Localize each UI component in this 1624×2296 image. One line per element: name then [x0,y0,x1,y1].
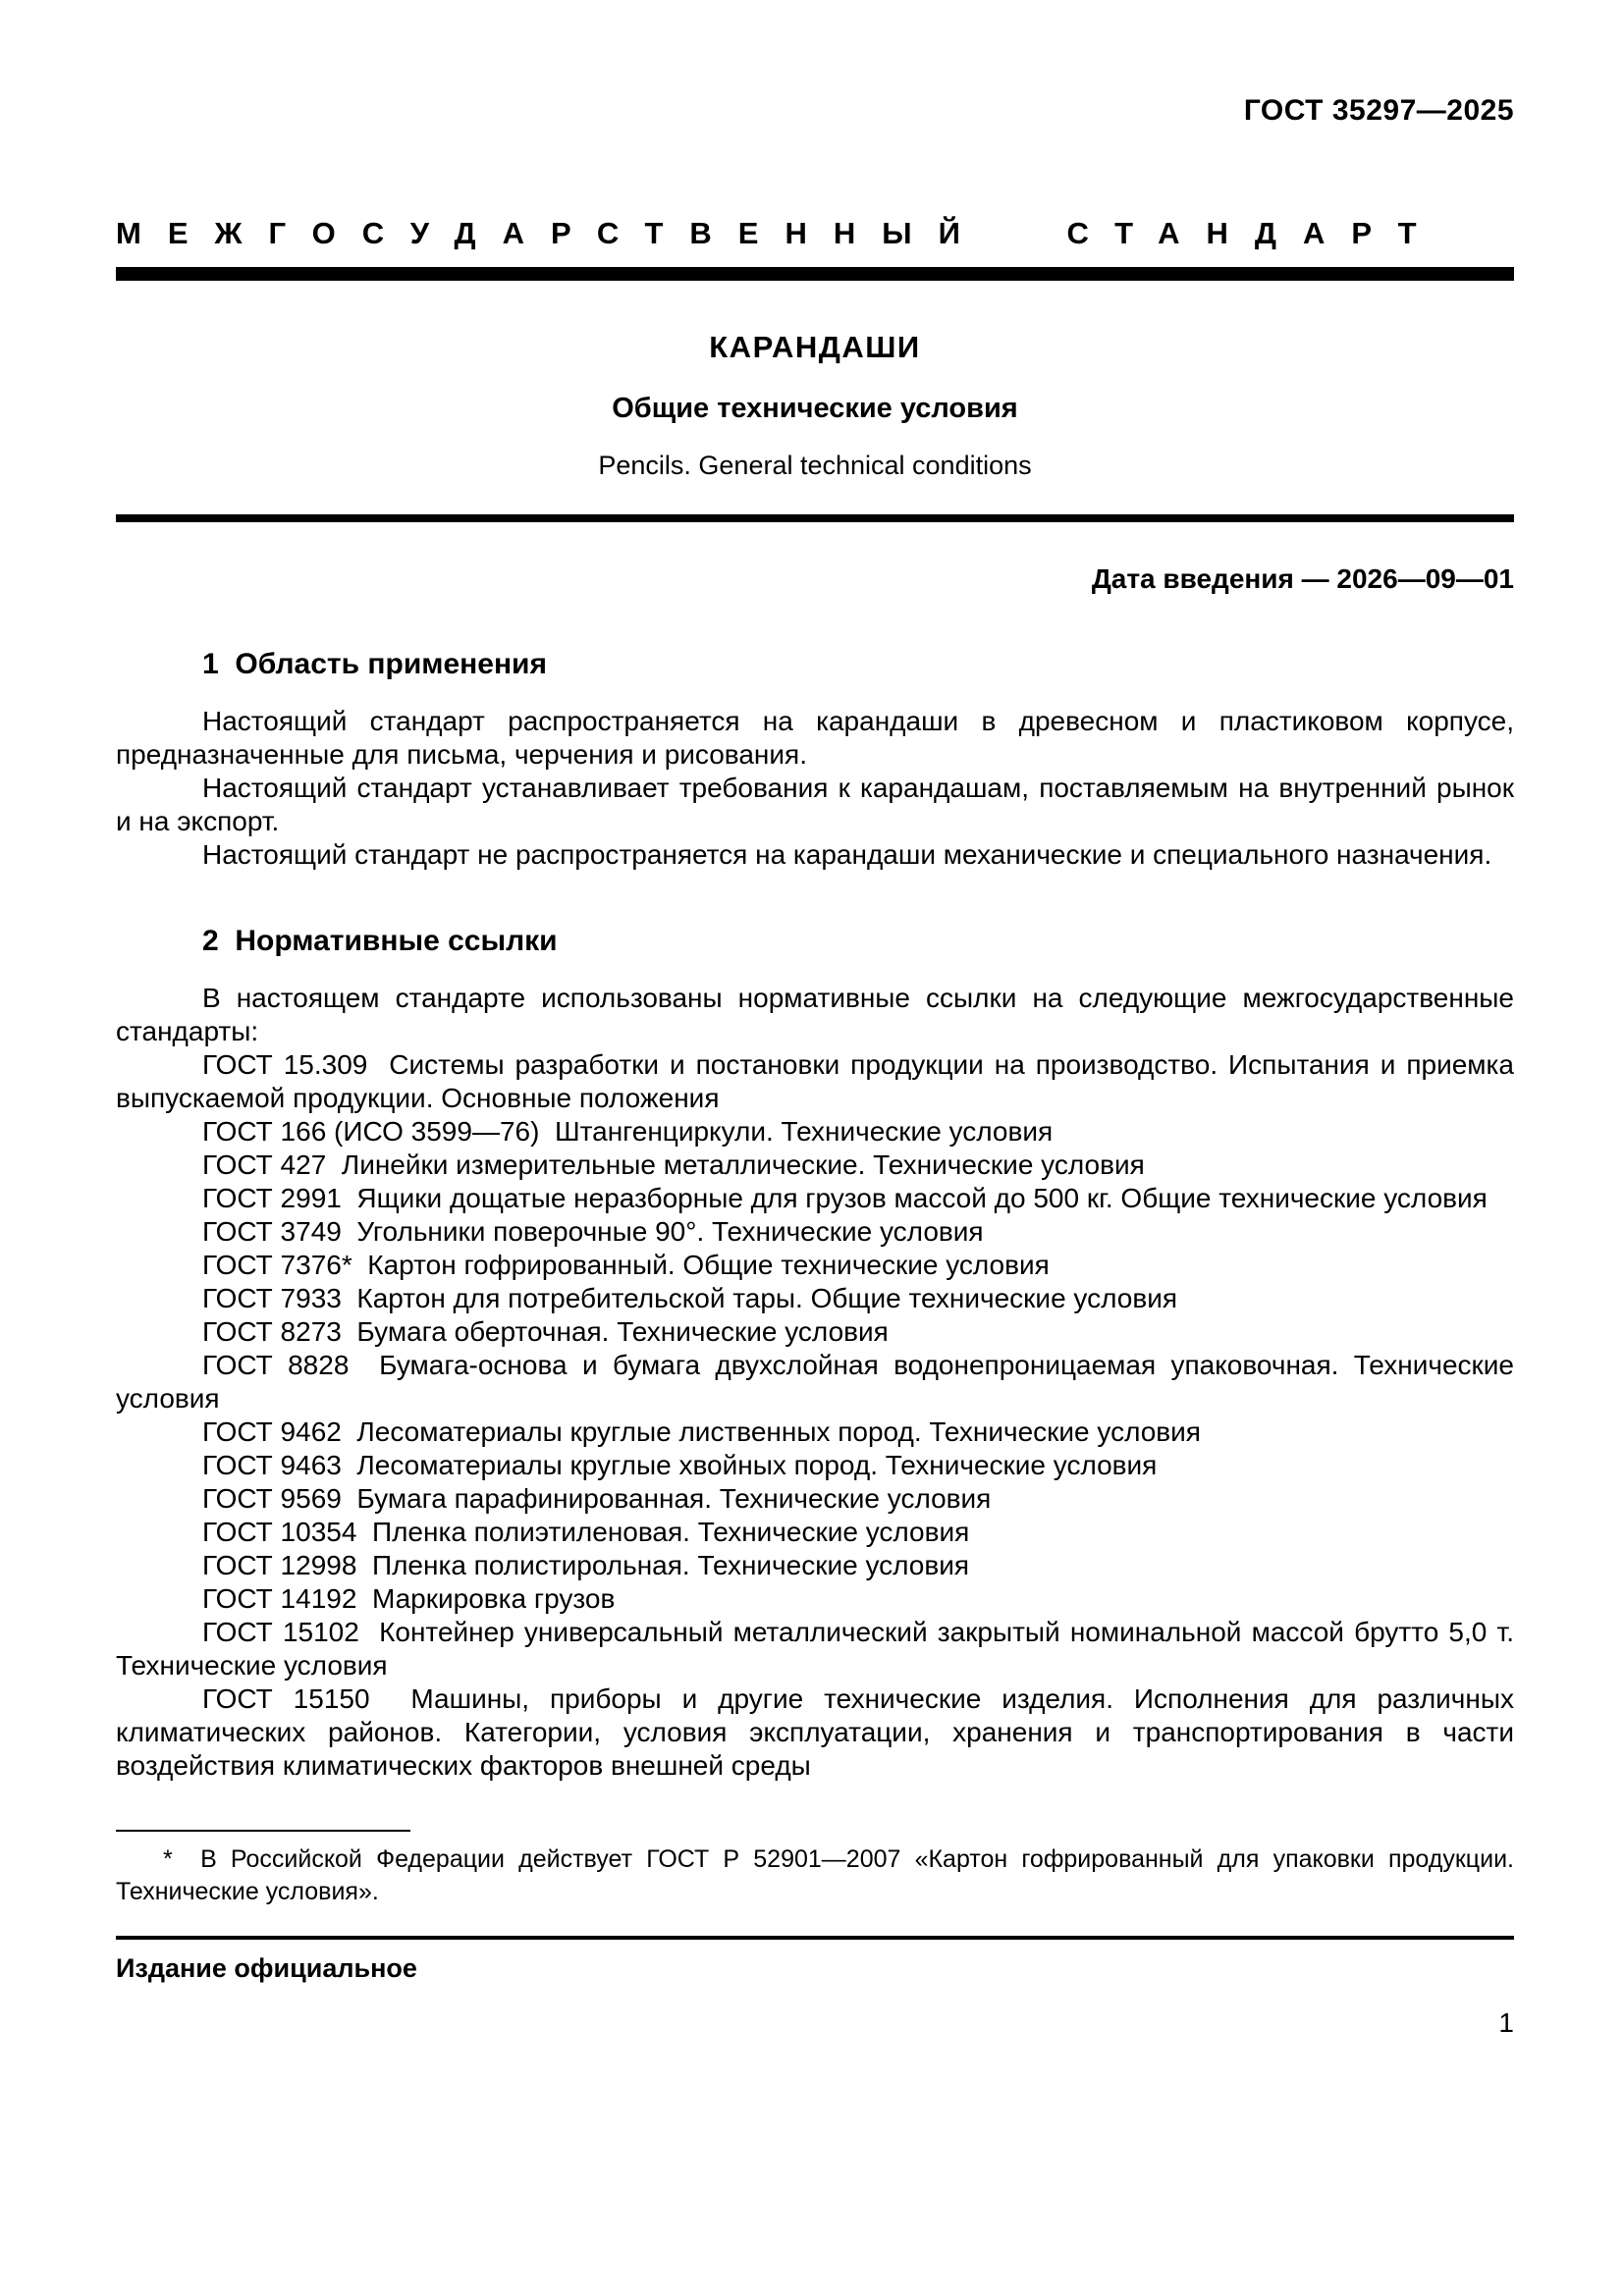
reference-item: ГОСТ 12998 Пленка полистирольная. Технические условия [202,1550,970,1580]
title-rule [116,514,1514,522]
title-block [116,330,1514,481]
reference-item: ГОСТ 3749 Угольники поверочные 90°. Технические условия [202,1216,984,1247]
page-number: 1 [1498,2007,1514,2038]
reference-item: ГОСТ 2991 Ящики дощатые неразборные для грузов массой до 500 кг. Общие технические условия [202,1183,1488,1213]
reference-item: ГОСТ 9463 Лесоматериалы круглые хвойных пород. Технические условия [202,1450,1158,1480]
reference-item: ГОСТ 8273 Бумага оберточная. Технические условия [202,1316,889,1347]
section-scope [116,648,1514,872]
reference-item: ГОСТ 8828 Бумага-основа и бумага двухслойная водонепроницаемая упаковочная. Технические условия [116,1350,1514,1414]
footnote-text: * В Российской Федерации действует ГОСТ Р 52901—2007 «Картон гофрированный для упаковки продукции. Технические условия». [116,1845,1514,1905]
doc-code: ГОСТ 35297—2025 [1243,94,1514,127]
page-header [116,94,1514,281]
reference-item: ГОСТ 7376* Картон гофрированный. Общие технические условия [202,1250,1050,1280]
reference-item: ГОСТ 166 (ИСО 3599—76) Штангенциркули. Технические условия [202,1116,1054,1147]
document-title: КАРАНДАШИ [709,330,921,364]
footer-rule [116,1936,1514,1940]
reference-item: ГОСТ 9462 Лесоматериалы круглые лиственных пород. Технические условия [202,1416,1201,1447]
document-subtitle: Общие технические условия [612,393,1018,424]
paragraph: Настоящий стандарт распространяется на карандаши в древесном и пластиковом корпусе, предназначенные для письма, черчения и рисования. [116,706,1514,770]
section-1-heading: 1 Область применения [202,648,548,680]
document-subtitle-en: Pencils. General technical conditions [598,451,1032,480]
reference-item: ГОСТ 9569 Бумага парафинированная. Технические условия [202,1483,992,1514]
effective-date: Дата введения — 2026—09—01 [1091,563,1514,594]
header-rule [116,267,1514,281]
edition-note: Издание официальное [116,1953,417,1983]
reference-item: ГОСТ 15150 Машины, приборы и другие технические изделия. Исполнения для различных климатических районов. Категории, условия эксплуатации, хранения и транспортирования в части воздействия климатических факторов внешней среды [116,1683,1514,1781]
footnote-rule [116,1830,410,1832]
reference-item: ГОСТ 427 Линейки измерительные металлические. Технические условия [202,1149,1145,1180]
paragraph: В настоящем стандарте использованы нормативные ссылки на следующие межгосударственные стандарты: [116,983,1514,1046]
paragraph: Настоящий стандарт не распространяется на карандаши механические и специального назначения. [202,839,1492,870]
reference-item: ГОСТ 14192 Маркировка грузов [202,1583,616,1614]
section-normative-references [116,925,1514,1783]
reference-item: ГОСТ 10354 Пленка полиэтиленовая. Технические условия [202,1517,970,1547]
footnote-block [116,1830,1514,1908]
standard-type-title: МЕЖГОСУДАРСТВЕННЫЙ СТАНДАРТ [116,216,1443,250]
section-2-heading: 2 Нормативные ссылки [202,925,558,957]
reference-item: ГОСТ 7933 Картон для потребительской тары. Общие технические условия [202,1283,1178,1313]
reference-item: ГОСТ 15102 Контейнер универсальный металлический закрытый номинальной массой брутто 5,0 т. Технические условия [116,1617,1514,1681]
reference-item: ГОСТ 15.309 Системы разработки и постановки продукции на производство. Испытания и приемка выпускаемой продукции. Основные положения [116,1049,1514,1113]
paragraph: Настоящий стандарт устанавливает требования к карандашам, поставляемым на внутренний рынок и на экспорт. [116,773,1514,836]
